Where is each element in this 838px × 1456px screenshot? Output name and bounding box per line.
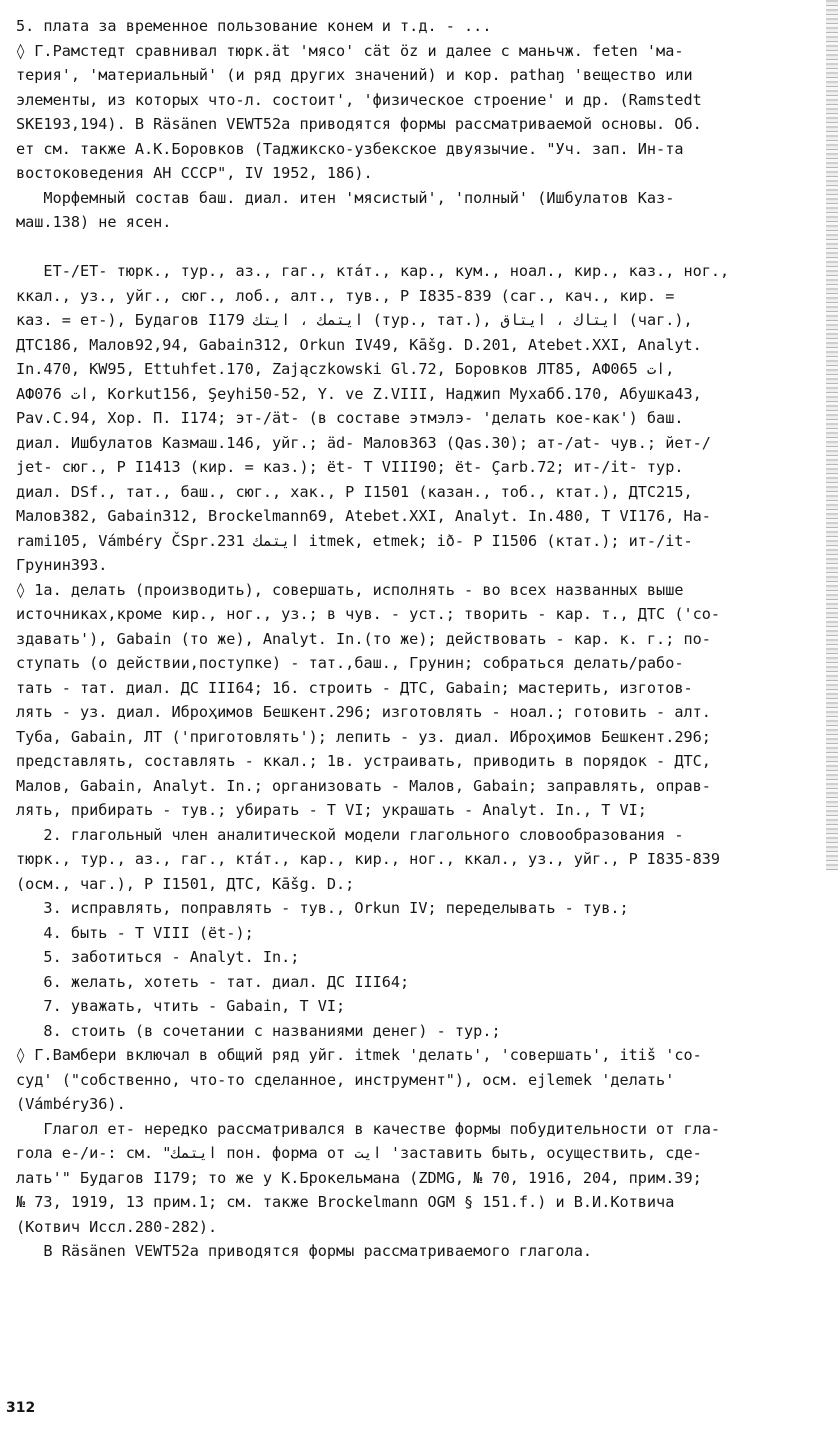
text-line: гола е-/и-: см. "ايتمك пон. форма от ايت 'заставить быть, осуществить, сде- [16, 1144, 702, 1162]
text-line: лять - уз. диал. Иброҳимов Бешкент.296; изготовлять - ноал.; готовить - алт. [16, 703, 711, 721]
text-line: ЕТ-/ЕТ- тюрк., тур., аз., гаг., кта́т., кар., кум., ноал., кир., каз., ног., [16, 262, 730, 280]
text-line: 5. плата за временное пользование конем и т.д. - ... [16, 17, 492, 35]
text-line: Грунин393. [16, 556, 108, 574]
text-line: rami105, Vámbéry ČSpr.231 ايتمك itmek, etmek; ið- Р I1506 (ктат.); ит-/it- [16, 531, 693, 550]
text-line: ◊ Г.Рамстедт сравнивал тюрк.ät 'мясо' cät öz и далее с маньчж. feten 'ма- [16, 41, 684, 60]
text-line: диал. DSf., тат., баш., сюг., хак., Р I1501 (казан., тоб., ктат.), ДТС215, [16, 482, 693, 501]
text-line: (Vámbéry36). [16, 1095, 126, 1113]
text-line: ◊ Г.Вамбери включал в общий ряд уйг. itmek 'делать', 'совершать', itiš 'со- [16, 1046, 702, 1064]
text-line: Pav.C.94, Хор. П. I174; эт-/ät- (в составе этмэлэ- 'делать кое-как') баш. [16, 409, 684, 427]
text-line: тать - тат. диал. ДС III64; 1б. строить - ДТС, Gabain; мастерить, изготов- [16, 678, 693, 697]
text-line: тюрк., тур., аз., гаг., кта́т., кар., кир., ног., ккал., уз., уйг., Р I835-839 [16, 850, 721, 868]
text-line: SKE193,194). В Räsänen VEWT52a приводятся формы рассматриваемой основы. Об. [16, 115, 702, 133]
text-line: суд' ("собственно, что-то сделанное, инструмент"), осм. ejlemek 'делать' [16, 1070, 675, 1089]
text-line: Туба, Gabain, ЛТ ('приготовлять'); лепить - уз. диал. Иброҳимов Бешкент.296; [16, 727, 711, 746]
text-line: лать'" Будагов I179; то же у К.Брокельмана (ZDMG, № 70, 1916, 204, прим.39; [16, 1168, 702, 1187]
text-line: ◊ 1а. делать (производить), совершать, исполнять - во всех названных выше [16, 580, 684, 599]
text-line: источниках,кроме кир., ног., уз.; в чув. - уст.; творить - кар. т., ДТС ('со- [16, 605, 721, 623]
text-line: маш.138) не ясен. [16, 213, 172, 231]
text-line: 3. исправлять, поправлять - тув., Orkun IV; переделывать - тув.; [16, 899, 629, 917]
text-line: In.470, KW95, Ettuhfet.170, Zajączkowski Gl.72, Боровков ЛТ85, АФ065 ات, [16, 360, 675, 378]
text-line: АФ076 ات, Korkut156, Şeyhi50-52, Y. ve Z.VIII, Наджип Мухабб.170, Абушка43, [16, 384, 702, 403]
text-line: Малов, Gabain, Analyt. In.; организовать - Малов, Gabain; заправлять, оправ- [16, 776, 711, 795]
text-line: ДТС186, Малов92,94, Gabain312, Orkun IV49, Kāšg. D.201, Atebet.XXI, Analyt. [16, 335, 702, 354]
text-line: представлять, составлять - ккал.; 1в. устраивать, приводить в порядок - ДТС, [16, 752, 711, 770]
text-line: ступать (о действии,поступке) - тат.,баш., Грунин; собраться делать/рабо- [16, 654, 684, 672]
text-line: № 73, 1919, 13 прим.1; см. также Brockelmann OGM § 151.f.) и В.И.Котвича [16, 1193, 675, 1211]
text-line: диал. Ишбулатов Казмаш.146, уйг.; äd- Малов363 (Qas.30); ат-/at- чув.; йет-/ [16, 433, 711, 452]
text-line: (осм., чаг.), Р I1501, ДТС, Kāšg. D.; [16, 874, 355, 893]
text-line: jet- сюг., Р I1413 (кир. = каз.); ёt- Т VIII90; ёt- Çarb.72; ит-/it- тур. [16, 458, 684, 476]
text-line: Глагол ет- нередко рассматривался в качестве формы побудительности от гла- [16, 1119, 721, 1138]
text-line: 6. желать, хотеть - тат. диал. ДС III64; [16, 972, 410, 991]
text-line: 5. заботиться - Analyt. In.; [16, 948, 300, 966]
text-line: ккал., уз., уйг., сюг., лоб., алт., тув., Р I835-839 (саг., кач., кир. = [16, 286, 675, 305]
text-line: 8. стоить (в сочетании с названиями денег) - тур.; [16, 1021, 501, 1040]
text-line: востоковедения АН СССР", IV 1952, 186). [16, 164, 373, 182]
text-line: каз. = ет-), Будагов I179 ايتمك ، ايتك (тур., тат.), ايتاك ، ايتاق (чаг.), [16, 311, 693, 329]
text-line: элементы, из которых что-л. состоит', 'физическое строение' и др. (Ramstedt [16, 90, 702, 109]
text-line: В Räsänen VEWT52a приводятся формы рассматриваемого глагола. [16, 1242, 593, 1260]
page-number: 312 [6, 1400, 36, 1416]
text-line: Малов382, Gabain312, Brockelmann69, Atebet.XXI, Analyt. In.480, Т VI176, На- [16, 507, 711, 525]
text-line: (Котвич Иссл.280-282). [16, 1217, 218, 1236]
text-line: Морфемный состав баш. диал. итен 'мясистый', 'полный' (Ишбулатов Каз- [16, 188, 675, 207]
text-line: терия', 'материальный' (и ряд других значений) и кор. pathaŋ 'вещество или [16, 66, 693, 84]
text-line: ет см. также А.К.Боровков (Таджикско-узбекское двуязычие. "Уч. зап. Ин-та [16, 139, 684, 158]
text-line: лять, прибирать - тув.; убирать - Т VI; украшать - Analyt. In., Т VI; [16, 801, 647, 819]
text-line: 7. уважать, чтить - Gabain, Т VI; [16, 997, 346, 1015]
text-line: здавать'), Gabain (то же), Analyt. In.(то же); действовать - кар. к. г.; по- [16, 629, 711, 648]
text-line: 4. быть - Т VIII (ёt-); [16, 923, 254, 942]
text-line: 2. глагольный член аналитической модели глагольного словообразования - [16, 825, 684, 844]
